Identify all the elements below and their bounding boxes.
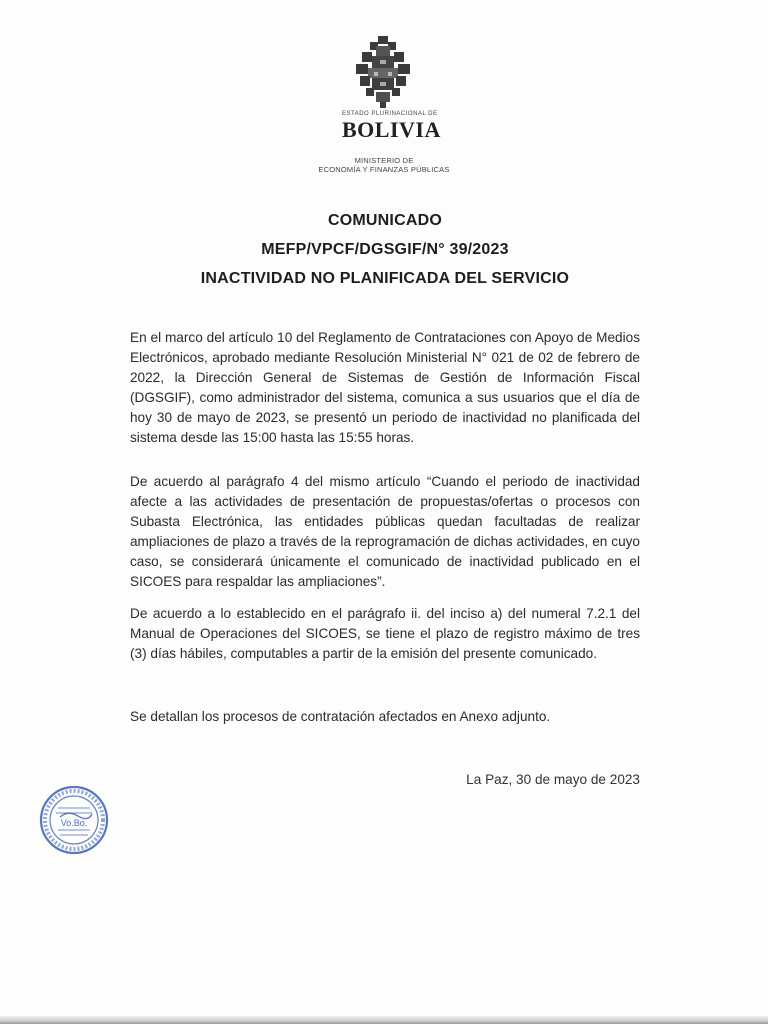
- document-titles: [100, 206, 670, 293]
- ministry-line-1: MINISTERIO DE: [354, 156, 414, 165]
- bolivia-emblem-logo: [352, 34, 414, 110]
- ministry-line-2: ECONOMÍA Y FINANZAS PÚBLICAS: [318, 165, 450, 174]
- stamp-label: Vo.Bo.: [60, 818, 88, 828]
- date-line: La Paz, 30 de mayo de 2023: [466, 772, 640, 787]
- paragraph-4: Se detallan los procesos de contratación afectados en Anexo adjunto.: [130, 709, 551, 724]
- ministry-name: [290, 156, 478, 174]
- scan-edge-shadow: [0, 1016, 768, 1024]
- country-name: BOLIVIA: [342, 117, 441, 142]
- document-reference-number: MEFP/VPCF/DGSGIF/N° 39/2023: [261, 241, 509, 258]
- document-type-title: COMUNICADO: [328, 212, 442, 229]
- paragraph-2: De acuerdo al parágrafo 4 del mismo artículo “Cuando el periodo de inactividad afecte a las actividades de presentación de propuestas/ofertas o procesos con Subasta Electrónica, las entidades públicas quedan facultadas de realizar ampliaciones de plazo a través de la reprogramación de dichas actividades, en cuyo caso, se considerará únicamente el comunicado de inactividad publicado en el SICOES para respaldar las ampliaciones”.: [130, 474, 640, 589]
- document-subject-title: INACTIVIDAD NO PLANIFICADA DEL SERVICIO: [200, 270, 570, 287]
- approval-stamp: [38, 784, 110, 856]
- paragraph-1: En el marco del artículo 10 del Reglamento de Contrataciones con Apoyo de Medios Electrónicos, aprobado mediante Resolución Ministerial N° 021 de 02 de febrero de 2022, la Dirección General de Sistemas de Gestión de Información Fiscal (DGSGIF), como administrador del sistema, comunica a sus usuarios que el día de hoy 30 de mayo de 2023, se presentó un periodo de inactividad no planificada del sistema desde las 15:00 hasta las 15:55 horas.: [130, 330, 640, 445]
- paragraph-3: De acuerdo a lo establecido en el parágrafo ii. del inciso a) del numeral 7.2.1 del Manual de Operaciones del SICOES, se tiene el plazo de registro máximo de tres (3) días hábiles, computables a partir de la emisión del presente comunicado.: [130, 606, 640, 661]
- estado-plurinacional-label: ESTADO PLURINACIONAL DE: [342, 111, 438, 117]
